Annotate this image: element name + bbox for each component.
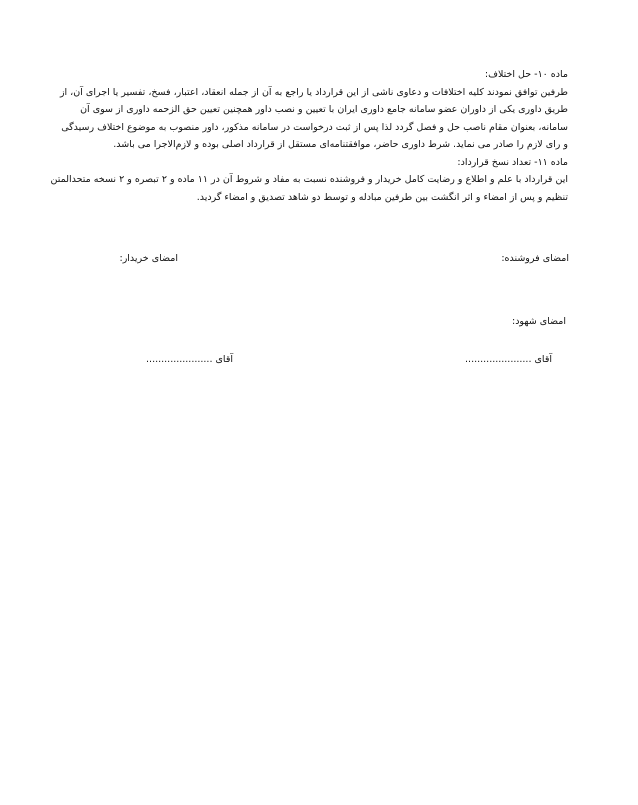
article-10-line: طرفین توافق نمودند کلیه اختلافات و دعاوی ناشی از این قرارداد یا راجع به آن از جمله انعقاد، اعتبار، فسخ، تفسیر یا اجرای آن، از xyxy=(59,86,568,98)
article-11-line: این قرارداد با علم و اطلاع و رضایت کامل خریدار و فروشنده نسبت به مفاد و شروط آن در ۱۱ ماده و ۲ تبصره و ۲ نسخه متحدالمتن xyxy=(50,174,568,185)
seller-signature-label: امضای فروشنده: xyxy=(501,253,569,264)
witness-2-name: آقای ...................... xyxy=(146,354,233,365)
contract-body xyxy=(50,66,568,206)
article-10-line: و رای لازم را صادر می نماید. شرط داوری حاضر، موافقتنامه‌ای مستقل از قرارداد اصلی بوده و لازم‌الاجرا می باشد. xyxy=(113,139,568,150)
article-11-line: تنظیم و پس از امضاء و اثر انگشت بین طرفین مبادله و توسط دو شاهد تصدیق و امضاء گردید. xyxy=(196,191,568,203)
buyer-signature-label: امضای خریدار: xyxy=(119,253,178,264)
article-10-title: ماده ۱۰- حل اختلاف: xyxy=(484,69,568,80)
witnesses-signature-label: امضای شهود: xyxy=(512,316,566,327)
witness-1-name: آقای ...................... xyxy=(465,354,552,365)
article-10-line: سامانه، بعنوان مقام ناصب حل و فصل گردد لذا پس از ثبت درخواست در سامانه مذکور، داور منصوب به موضوع اختلاف رسیدگی xyxy=(61,121,568,133)
article-10-line: طریق داوری یکی از داوران عضو سامانه جامع داوری ایران با تعیین و نصب داور همچنین تعیین حق الزحمه داوری از سوی آن xyxy=(80,104,568,115)
article-11-title: ماده ۱۱- تعداد نسخ قرارداد: xyxy=(457,156,568,168)
